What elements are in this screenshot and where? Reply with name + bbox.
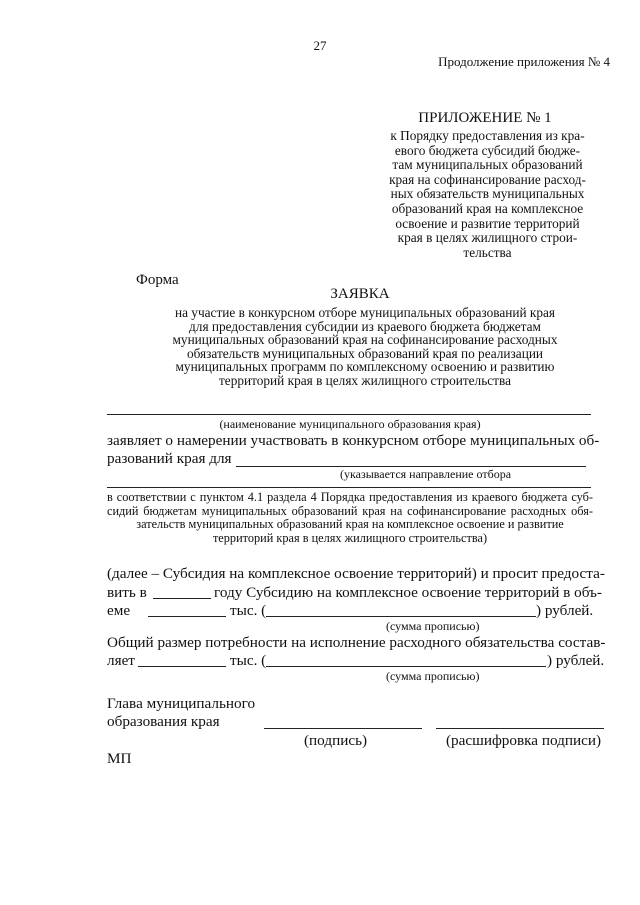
appendix-title: ПРИЛОЖЕНИЕ № 1 [418,110,552,126]
request-line: (далее – Субсидия на комплексное освоение территорий) и просит предоста- [107,565,605,582]
amount-number-field[interactable] [148,616,226,617]
request-line-3a: еме [107,602,131,619]
appendix-line: освоение и развитие территорий [395,215,580,231]
signature-field[interactable] [264,728,422,729]
accordance-line: территорий края в целях жилищного строительства) [212,530,488,545]
head-title-line-2: образования края [107,713,220,730]
amount-words-caption: (сумма прописью) [386,619,480,633]
appendix-reference [365,129,610,260]
decode-caption: (расшифровка подписи) [446,732,602,749]
total-words-caption: (сумма прописью) [386,669,480,683]
request-line-2a: вить в [107,584,147,601]
total-words-field[interactable] [266,666,546,667]
subtitle-line: обязательств муниципальных образований края по реализации [186,345,544,361]
appendix-line: тельства [463,244,512,260]
signature-caption: (подпись) [304,732,368,749]
selection-direction-field-2[interactable] [107,487,591,488]
head-title-line: Главa муниципального [107,695,256,712]
municipality-caption: (наименование муниципального образования края) [219,417,481,431]
appendix-line: евого бюджета субсидий бюдже- [394,142,581,158]
accordance-text [107,491,593,545]
direction-caption: (указывается направление отбора [340,467,512,481]
total-number-field[interactable] [138,666,226,667]
document-subtitle [135,306,595,388]
request-line-2b: году Субсидию на комплексное освоение территорий в объ- [214,584,602,601]
appendix-line: образований края на комплексное [391,200,584,216]
appendix-line: к Порядку предоставления из кра- [390,128,585,143]
subtitle-line: для предоставления субсидии из краевого бюджета бюджетам [189,318,541,334]
total-line: Общий размер потребности на исполнение расходного обязательства состав- [107,634,606,651]
page-number: 27 [313,38,327,53]
form-label: Форма [136,272,179,288]
total-line-2a: ляет [107,652,135,669]
accordance-line: зательств муниципальных образований края на комплексное освоение и развитие [136,517,564,532]
accordance-line: сидий бюджетам муниципальных образований края на софинансирование расходных обя- [107,503,593,518]
signature-decode-field[interactable] [436,728,604,729]
year-field[interactable] [153,598,211,599]
document-title: ЗАЯВКА [330,286,390,302]
appendix-line: края на софинансирование расход- [389,171,586,187]
amount-words-field[interactable] [266,616,536,617]
declares-line-2: разований края для [107,450,232,467]
appendix-line: края в целях жилищного строи- [397,230,578,246]
subtitle-line: на участие в конкурсном отборе муниципальных образований края [174,305,556,320]
declares-line: заявляет о намерении участвовать в конкурсном отборе муниципальных об- [107,432,600,449]
stamp-place: МП [107,750,132,767]
appendix-line: там муниципальных образований [392,157,583,173]
municipality-name-field[interactable] [107,414,591,415]
appendix-line: ных обязательств муниципальных [390,186,585,202]
subtitle-line: территорий края в целях жилищного строительства [219,372,511,388]
subtitle-line: муниципальных образований края на софинансирование расходных [172,332,558,348]
total-line-2c: ) рублей. [547,652,605,669]
total-line-2b: тыс. ( [230,652,267,669]
subtitle-line: муниципальных программ по комплексному освоению и развитию [175,359,555,375]
request-line-3c: ) рублей. [536,602,594,619]
accordance-line: в соответствии с пунктом 4.1 раздела 4 Порядка предоставления из краевого бюджета суб- [107,490,593,504]
continuation-note: Продолжение приложения № 4 [438,54,610,69]
request-line-3b: тыс. ( [230,602,267,619]
